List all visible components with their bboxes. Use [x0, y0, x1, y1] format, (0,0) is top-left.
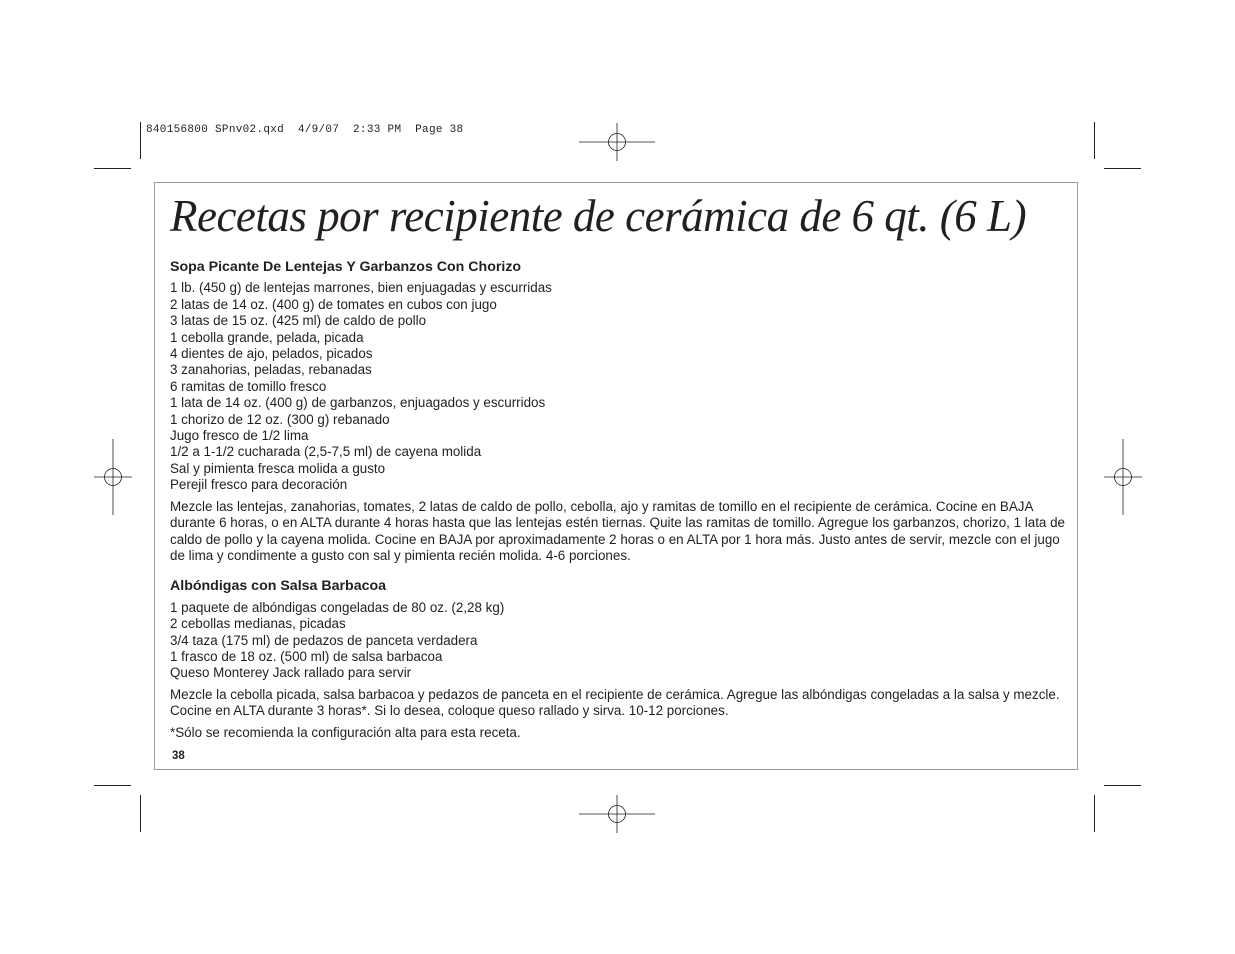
crop-mark-top-right-vertical [1094, 122, 1095, 159]
ingredient-item: Jugo fresco de 1/2 lima [170, 428, 309, 444]
crop-mark-top-right-horizontal [1104, 168, 1141, 169]
ingredient-item: 1 paquete de albóndigas congeladas de 80 oz. (2,28 kg) [170, 599, 505, 615]
crop-mark-top-left-vertical [140, 122, 141, 159]
ingredient-list [170, 280, 1065, 493]
crop-mark-bottom-left-vertical [140, 795, 141, 832]
ingredient-item: 3 zanahorias, peladas, rebanadas [170, 362, 372, 378]
print-slug: 840156800 SPnv02.qxd 4/9/07 2:33 PM Page 38 [146, 124, 464, 136]
ingredient-item: 2 cebollas medianas, picadas [170, 616, 346, 632]
recipes-content [170, 259, 1065, 741]
page-number: 38 [172, 750, 185, 762]
ingredient-item: Sal y pimienta fresca molida a gusto [170, 460, 386, 476]
ingredient-item: 1 chorizo de 12 oz. (300 g) rebanado [170, 411, 390, 427]
recipe-title: Sopa Picante De Lentejas Y Garbanzos Con Chorizo [170, 259, 522, 275]
page-title: Recetas por recipiente de cerámica de 6 qt. (6 L) [170, 191, 1027, 241]
ingredient-item: 1 lata de 14 oz. (400 g) de garbanzos, enjuagados y escurridos [170, 395, 546, 411]
ingredient-item: 4 dientes de ajo, pelados, picados [170, 346, 373, 362]
ingredient-list [170, 600, 1065, 682]
recipe-albondigas [170, 578, 1065, 741]
recipe-sopa-picante [170, 259, 1065, 564]
registration-mark-right-icon [1104, 439, 1142, 515]
registration-mark-bottom-icon [579, 795, 655, 833]
recipe-instructions: Mezcle la cebolla picada, salsa barbacoa y pedazos de panceta en el recipiente de cerámica. Agregue las albóndigas congeladas a la salsa y mezcle. Cocine en ALTA durante 3 horas*. Si lo desea, coloque queso rallado y sirva. 10-12 porciones. [170, 686, 1060, 719]
ingredient-item: 1 frasco de 18 oz. (500 ml) de salsa barbacoa [170, 648, 443, 664]
ingredient-item: 1/2 a 1-1/2 cucharada (2,5-7,5 ml) de cayena molida [170, 444, 482, 460]
registration-mark-top-icon [579, 123, 655, 161]
ingredient-item: 1 cebolla grande, pelada, picada [170, 329, 364, 345]
ingredient-item: Queso Monterey Jack rallado para servir [170, 665, 412, 681]
crop-mark-top-left-horizontal [94, 168, 131, 169]
ingredient-item: 3 latas de 15 oz. (425 ml) de caldo de pollo [170, 313, 427, 329]
ingredient-item: Perejil fresco para decoración [170, 477, 348, 493]
crop-mark-bottom-left-horizontal [94, 785, 131, 786]
recipe-note: *Sólo se recomienda la configuración alta para esta receta. [170, 724, 521, 740]
registration-mark-left-icon [94, 439, 132, 515]
recipe-title: Albóndigas con Salsa Barbacoa [170, 578, 387, 595]
ingredient-item: 3/4 taza (175 ml) de pedazos de panceta verdadera [170, 632, 478, 648]
crop-mark-bottom-right-vertical [1094, 795, 1095, 832]
crop-mark-bottom-right-horizontal [1104, 785, 1141, 786]
ingredient-item: 2 latas de 14 oz. (400 g) de tomates en cubos con jugo [170, 296, 497, 312]
ingredient-item: 6 ramitas de tomillo fresco [170, 378, 327, 394]
recipe-instructions: Mezcle las lentejas, zanahorias, tomates, 2 latas de caldo de pollo, cebolla, ajo y ramitas de tomillo en el recipiente de cerámica. Cocine en BAJA durante 6 horas, o en ALTA durante 4 horas hasta que las lentejas estén tiernas. Quite las ramitas de tomillo. Agregue los garbanzos, chorizo, 1 lata de caldo de pollo y la cayena molida. Cocine en BAJA por aproximadamente 2 horas o en ALTA por 1 hora más. Justo antes de servir, mezcle con el jugo de lima y condimente a gusto con sal y pimienta recién molida. 4-6 porciones. [170, 498, 1065, 563]
ingredient-item: 1 lb. (450 g) de lentejas marrones, bien enjuagadas y escurridas [170, 280, 552, 296]
